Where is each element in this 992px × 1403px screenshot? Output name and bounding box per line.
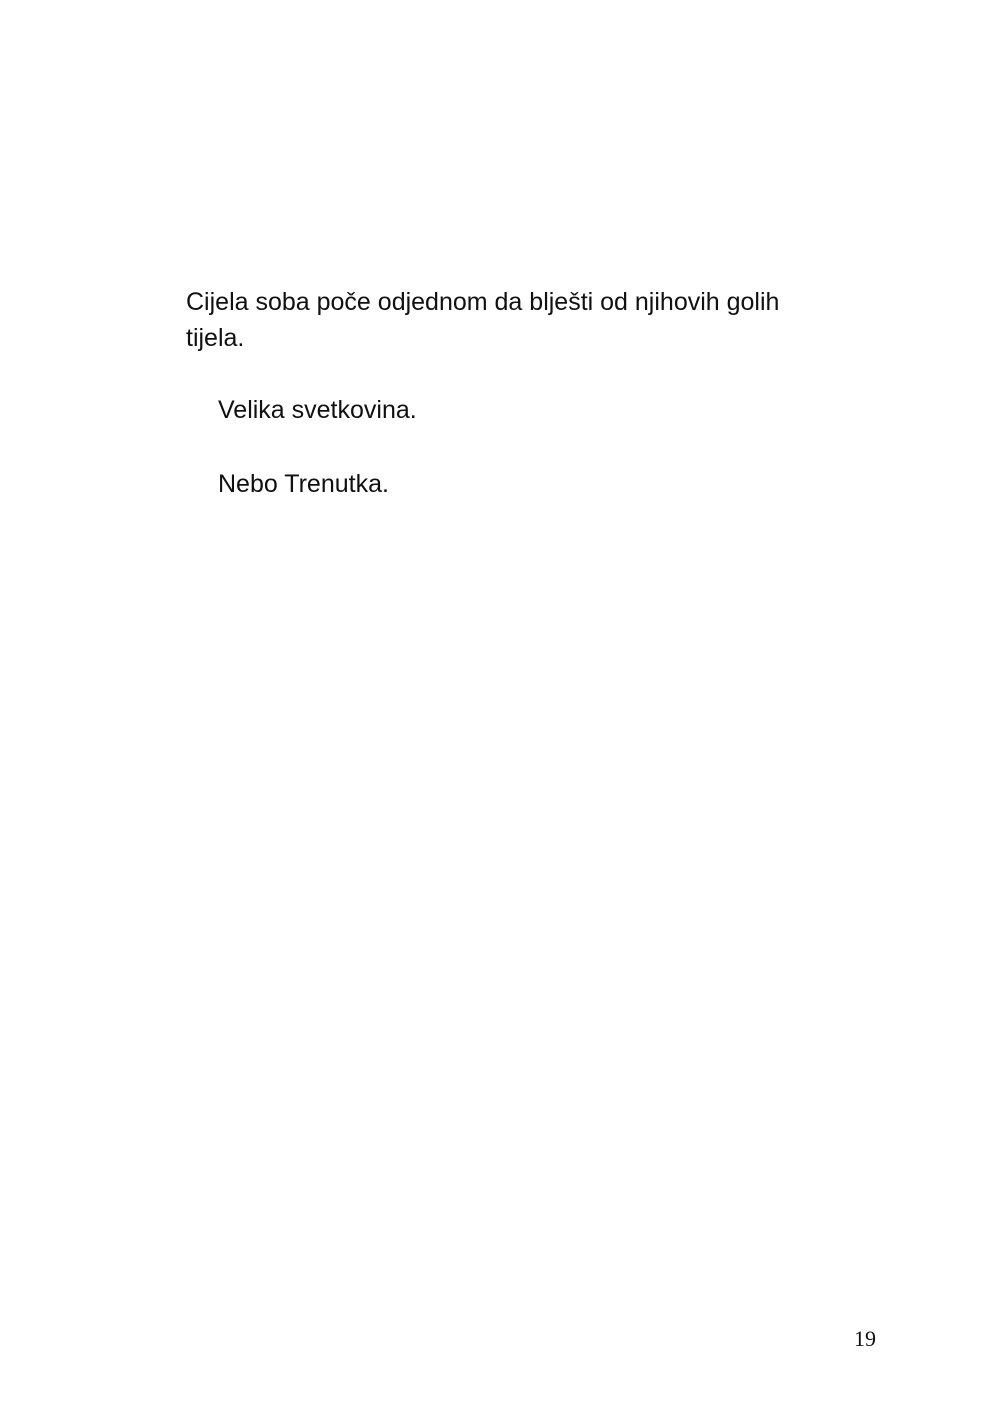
paragraph-3: Nebo Trenutka. xyxy=(218,470,389,498)
page-number: 19 xyxy=(854,1326,876,1351)
body-text xyxy=(186,284,826,502)
paragraph-2: Velika svetkovina. xyxy=(218,396,417,424)
paragraph-1: Cijela soba poče odjednom da blješti od njihovih golih tijela. xyxy=(186,288,780,352)
